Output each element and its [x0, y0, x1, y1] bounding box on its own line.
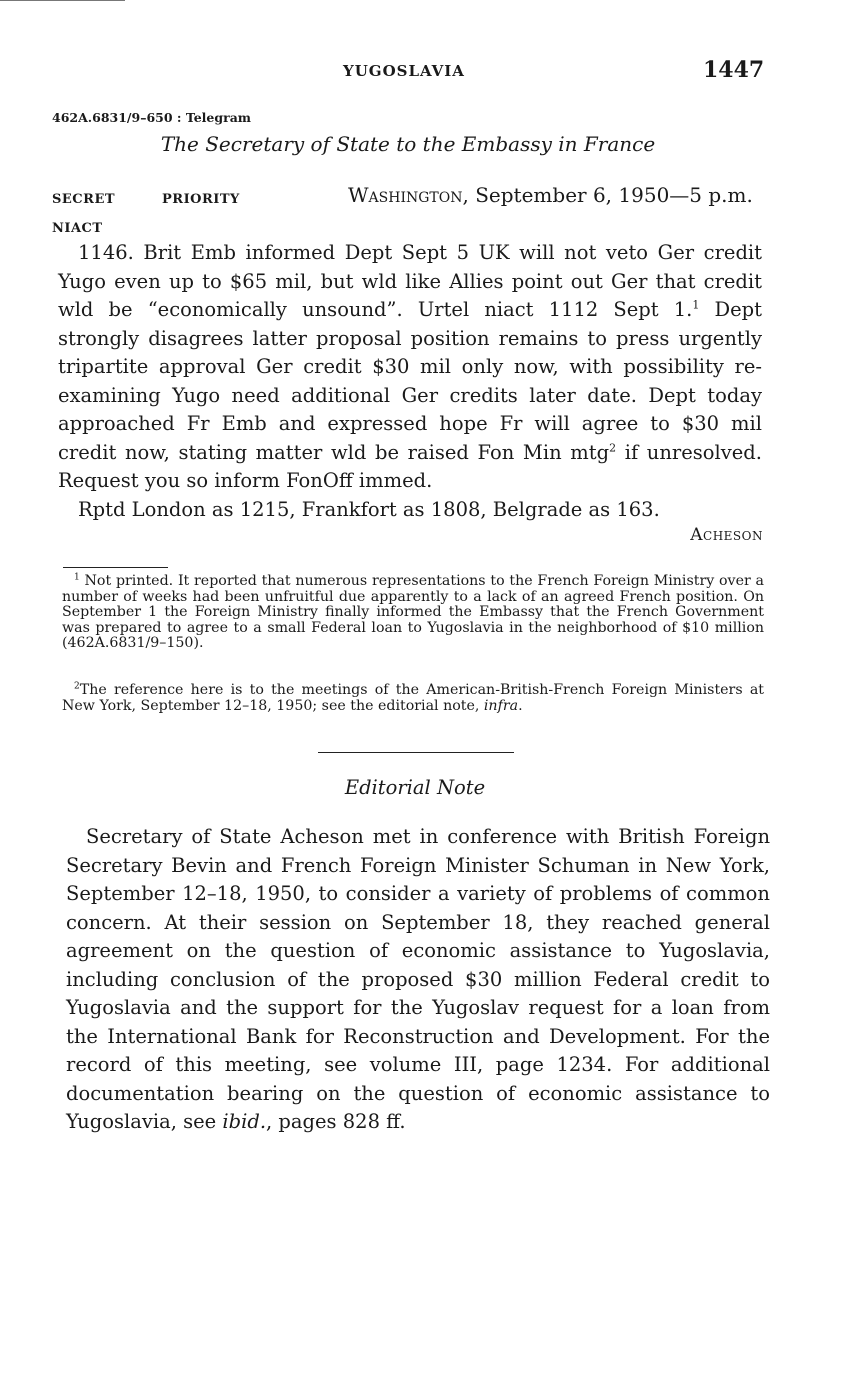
dateline-place: Washington [348, 183, 463, 207]
footnote-1-text: Not printed. It reported that numerous representations to the French Foreign Ministry over a number of weeks had been unfruitful due apparently to a lack of an agreed French position. On September 1 the Foreign Ministry finally informed the Embassy that the French Government was prepared to agree to a small Federal loan to Yugoslavia in the neighborhood of $10 million (462A.6831/9–150). [62, 573, 764, 651]
dateline-date: , September 6, 1950—5 p.m. [462, 183, 753, 207]
footnote-2-end: . [518, 697, 523, 714]
dateline [348, 183, 753, 207]
footnote-ref-2: 2 [609, 441, 617, 454]
telegram-text-part1: 1146. Brit Emb informed Dept Sept 5 UK will not veto Ger credit Yugo even up to $65 mil, but wld like Allies point out Ger that credit wld be “economically unsound”. Urtel niact 1112 Sept 1. [58, 241, 762, 321]
niact-label: NIACT [52, 221, 103, 236]
editorial-note-body [66, 823, 770, 1137]
editorial-note-end: , pages 828 ff. [266, 1110, 406, 1133]
precedence-label: PRIORITY [162, 192, 240, 207]
telegram-body [58, 239, 762, 496]
document-id: 462A.6831/9–650 : Telegram [52, 110, 252, 125]
section-divider [318, 752, 514, 753]
telegram-repeat-line: Rptd London as 1215, Frankfort as 1808, Belgrade as 163. [78, 498, 660, 521]
footnote-1 [62, 574, 764, 652]
classification-label: SECRET [52, 192, 116, 207]
editorial-note-ibid: ibid. [222, 1110, 267, 1133]
footnote-1-mark: 1 [74, 572, 80, 583]
signature: Acheson [690, 525, 763, 545]
editorial-note-text: Secretary of State Acheson met in conference with British Foreign Secretary Bevin and French Foreign Minister Schuman in New York, September 12–18, 1950, to consider a variety of problems of common concern. At their session on September 18, they reached general agreement on the question of economic assistance to Yugoslavia, including conclusion of the proposed $30 million Federal credit to Yugoslavia and the support for the Yugoslav request for a loan from the International Bank for Reconstruction and Development. For the record of this meeting, see volume III, page 1234. For additional documentation bearing on the question of economic assistance to Yugoslavia, see [66, 825, 770, 1133]
top-edge-rule [0, 0, 125, 1]
running-head: YUGOSLAVIA [343, 62, 465, 80]
telegram-text-part2: Dept strongly disagrees latter proposal position remains to press urgently tripartite approval Ger credit $30 mil only now, with possibility re-examining Yugo need additional Ger credits later date. Dept today approached Fr Emb and expressed hope Fr will agree to $30 mil credit now, stating matter wld be raised Fon Min mtg [58, 298, 762, 464]
footnote-2-text: The reference here is to the meetings of the American-British-French Foreign Ministers at New York, September 12–18, 1950; see the editorial note, [62, 682, 764, 714]
page-number: 1447 [703, 57, 765, 83]
footnote-2-infra: infra [483, 697, 519, 714]
document-title: The Secretary of State to the Embassy in France [160, 132, 656, 156]
footnote-2 [62, 683, 764, 714]
editorial-note-heading: Editorial Note [344, 776, 486, 799]
footnote-ref-1: 1 [692, 298, 700, 312]
telegram-text-part3: if unresolved. Request you so inform FonOff immed. [58, 440, 762, 492]
footnote-2-mark: 2 [74, 681, 80, 692]
footnote-divider [63, 567, 168, 568]
